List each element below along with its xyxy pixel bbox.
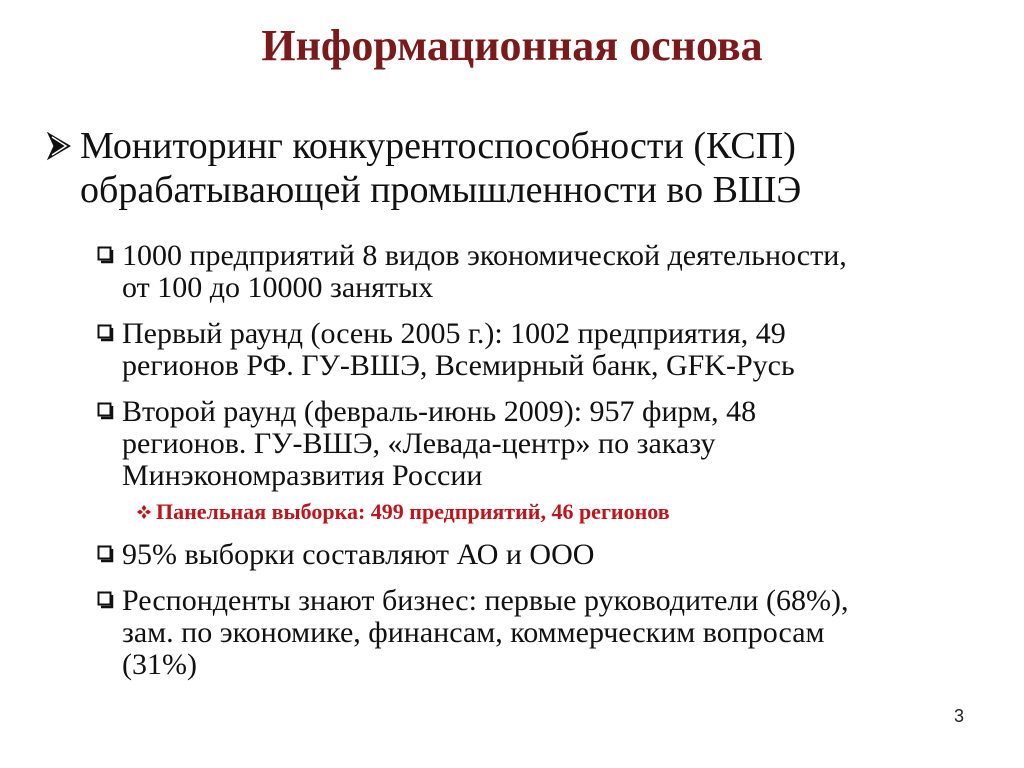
list-item-line: от 100 до 10000 занятых	[122, 271, 434, 304]
list-item-line: 1000 предприятий 8 видов экономической деятельности,	[122, 239, 847, 272]
sub-sub-item	[136, 498, 896, 526]
hollow-square-icon	[97, 246, 115, 264]
diamond-dots-icon	[136, 504, 152, 520]
list-item	[95, 539, 975, 571]
hollow-square-icon	[97, 324, 115, 342]
slide-title: Информационная основа	[261, 21, 763, 70]
list-item-line: Минэкономразвития России	[122, 459, 483, 492]
list-item-line: Респонденты знают бизнес: первые руководители (68%),	[122, 584, 849, 617]
list-item-line: зам. по экономике, финансам, коммерческим вопросам	[122, 616, 825, 649]
page-number: 3	[953, 706, 964, 726]
arrowhead-icon	[46, 131, 72, 161]
list-item	[95, 585, 975, 681]
hollow-square-icon	[97, 545, 115, 563]
list-item-line: Второй раунд (февраль-июнь 2009): 957 фирм, 48	[122, 395, 757, 428]
list-item-line: 95% выборки составляют АО и ООО	[122, 538, 595, 571]
list-item	[95, 396, 975, 492]
main-bullet	[40, 124, 1000, 212]
main-bullet-line-1: Мониторинг конкурентоспособности (КСП)	[80, 125, 796, 167]
main-bullet-line-2: обрабатывающей промышленности во ВШЭ	[80, 169, 802, 211]
list-item	[95, 318, 975, 382]
hollow-square-icon	[97, 402, 115, 420]
hollow-square-icon	[97, 591, 115, 609]
sub-sub-item-text: Панельная выборка: 499 предприятий, 46 регионов	[156, 499, 670, 524]
list-item-line: регионов. ГУ-ВШЭ, «Левада-центр» по заказу	[122, 427, 716, 460]
list-item-line: (31%)	[122, 648, 197, 681]
list-item	[95, 240, 975, 304]
list-item-line: Первый раунд (осень 2005 г.): 1002 предприятия, 49	[122, 317, 786, 350]
list-item-line: регионов РФ. ГУ-ВШЭ, Всемирный банк, GFK-Русь	[122, 349, 795, 382]
